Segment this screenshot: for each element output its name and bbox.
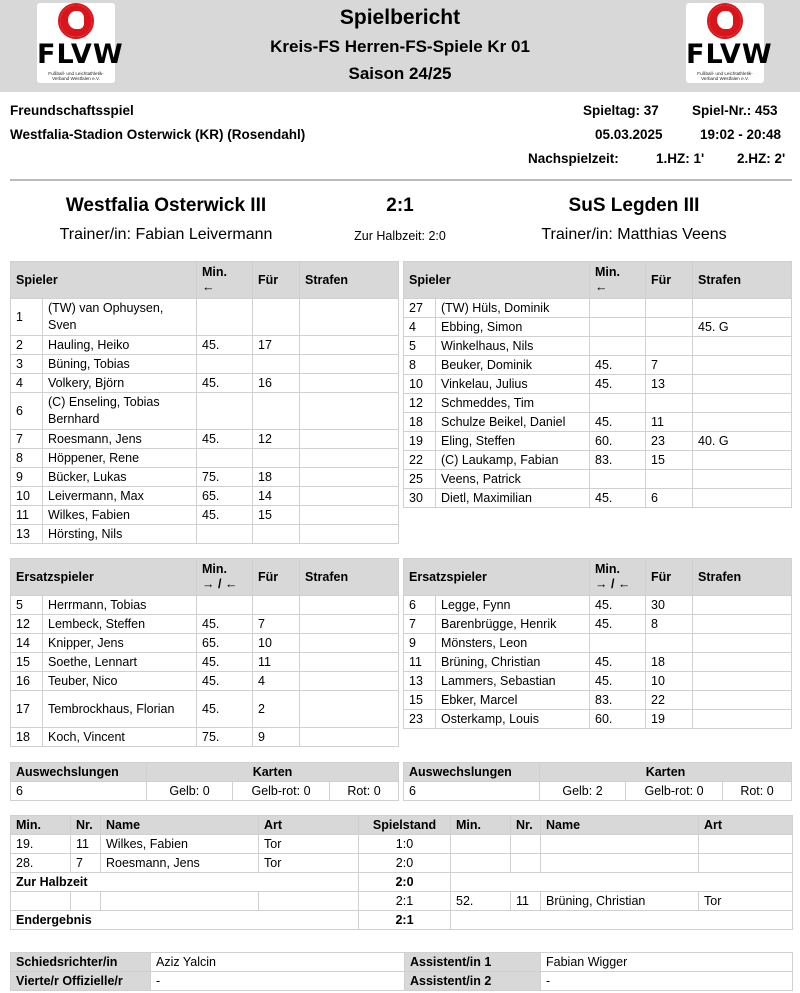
player-fuer xyxy=(253,393,300,430)
table-row xyxy=(404,596,792,615)
table-row xyxy=(11,691,399,728)
player-nr: 8 xyxy=(11,449,43,468)
player-fuer: 15 xyxy=(646,451,693,470)
vierte-offizielle-name: - xyxy=(151,972,405,991)
table-row xyxy=(404,337,792,356)
goal-aname xyxy=(541,835,699,854)
player-name: Hauling, Heiko xyxy=(43,336,197,355)
goal-hnr: 7 xyxy=(71,854,101,873)
player-nr: 17 xyxy=(11,691,43,728)
player-min xyxy=(590,299,646,318)
home-auswechslungen: 6 xyxy=(11,782,147,801)
player-name: Teuber, Nico xyxy=(43,672,197,691)
player-name: Volkery, Björn xyxy=(43,374,197,393)
player-fuer: 11 xyxy=(253,653,300,672)
report-header xyxy=(0,0,800,92)
player-nr: 27 xyxy=(404,299,436,318)
player-name: Ebker, Marcel xyxy=(436,691,590,710)
player-fuer: 7 xyxy=(253,615,300,634)
goal-hname: Wilkes, Fabien xyxy=(101,835,259,854)
player-fuer: 8 xyxy=(646,615,693,634)
player-name: (C) Laukamp, Fabian xyxy=(436,451,590,470)
player-strafen xyxy=(693,470,792,489)
final-row: Endergebnis 2:1 xyxy=(11,911,793,930)
player-fuer: 9 xyxy=(253,728,300,747)
player-nr: 15 xyxy=(404,691,436,710)
player-fuer: 10 xyxy=(253,634,300,653)
away-gelb: Gelb: 2 xyxy=(540,782,626,801)
player-nr: 11 xyxy=(404,653,436,672)
spiel-nr: Spiel-Nr.: 453 xyxy=(692,103,778,118)
player-min: 83. xyxy=(590,691,646,710)
goal-aart xyxy=(699,835,793,854)
goal-hname: Roesmann, Jens xyxy=(101,854,259,873)
player-strafen xyxy=(300,634,399,653)
player-name: Brüning, Christian xyxy=(436,653,590,672)
player-min: 65. xyxy=(197,634,253,653)
table-header: Ersatzspieler Min. → / ← Für Strafen xyxy=(11,559,399,596)
player-strafen xyxy=(693,634,792,653)
player-min: 60. xyxy=(590,432,646,451)
home-gelbrot: Gelb-rot: 0 xyxy=(233,782,330,801)
player-strafen xyxy=(300,506,399,525)
player-min: 45. xyxy=(197,672,253,691)
player-nr: 10 xyxy=(404,375,436,394)
flvw-logo-right: FLVW Fußball- und Leichtathletik-Verband Westfalen e.V. xyxy=(686,3,764,83)
player-strafen xyxy=(300,672,399,691)
goal-hname xyxy=(101,892,259,911)
player-min: 45. xyxy=(590,489,646,508)
goal-aname xyxy=(541,854,699,873)
goal-hart: Tor xyxy=(259,854,359,873)
page-title: Spielbericht xyxy=(339,6,461,29)
player-min: 45. xyxy=(197,615,253,634)
match-date: 05.03.2025 xyxy=(595,127,663,142)
player-fuer xyxy=(646,470,693,489)
player-nr: 9 xyxy=(11,468,43,487)
player-fuer: 7 xyxy=(646,356,693,375)
home-players-table xyxy=(10,261,399,544)
goal-hmin: 28. xyxy=(11,854,71,873)
table-row xyxy=(11,393,399,430)
player-fuer: 22 xyxy=(646,691,693,710)
player-name: Hörsting, Nils xyxy=(43,525,197,544)
table-row xyxy=(11,525,399,544)
player-nr: 30 xyxy=(404,489,436,508)
player-nr: 7 xyxy=(11,430,43,449)
away-players-table xyxy=(403,261,792,508)
player-nr: 25 xyxy=(404,470,436,489)
table-row xyxy=(404,451,792,470)
player-min xyxy=(197,299,253,336)
player-min: 45. xyxy=(590,653,646,672)
player-name: Ebbing, Simon xyxy=(436,318,590,337)
player-fuer: 17 xyxy=(253,336,300,355)
player-name: Büning, Tobias xyxy=(43,355,197,374)
player-fuer: 15 xyxy=(253,506,300,525)
player-strafen xyxy=(693,337,792,356)
player-strafen xyxy=(693,299,792,318)
table-row xyxy=(11,355,399,374)
player-min xyxy=(197,449,253,468)
player-strafen xyxy=(693,413,792,432)
table-row xyxy=(11,468,399,487)
final-score: 2:1 xyxy=(386,195,414,216)
player-strafen xyxy=(693,710,792,729)
player-name: Schulze Beikel, Daniel xyxy=(436,413,590,432)
player-nr: 3 xyxy=(11,355,43,374)
player-name: Koch, Vincent xyxy=(43,728,197,747)
player-nr: 16 xyxy=(11,672,43,691)
home-team: Westfalia Osterwick III xyxy=(65,195,267,216)
player-fuer xyxy=(253,596,300,615)
player-fuer xyxy=(253,449,300,468)
player-min: 45. xyxy=(590,413,646,432)
player-nr: 12 xyxy=(11,615,43,634)
player-name: Winkelhaus, Nils xyxy=(436,337,590,356)
table-header: Spieler Min. ← Für Strafen xyxy=(11,262,399,299)
player-name: Lembeck, Steffen xyxy=(43,615,197,634)
away-auswechslungen: 6 xyxy=(404,782,540,801)
player-nr: 15 xyxy=(11,653,43,672)
table-row xyxy=(11,336,399,355)
table-row xyxy=(11,634,399,653)
player-name: Legge, Fynn xyxy=(436,596,590,615)
player-fuer xyxy=(646,299,693,318)
player-fuer: 30 xyxy=(646,596,693,615)
home-summary-table: Auswechslungen Karten 6 Gelb: 0 Gelb-rot: 0 Rot: 0 xyxy=(10,762,399,801)
player-nr: 23 xyxy=(404,710,436,729)
player-nr: 11 xyxy=(11,506,43,525)
assistent1-name: Fabian Wigger xyxy=(541,953,793,972)
table-row xyxy=(404,710,792,729)
player-min: 45. xyxy=(197,336,253,355)
player-fuer xyxy=(646,318,693,337)
halftime-score: Zur Halbzeit: 2:0 xyxy=(354,229,446,243)
player-fuer xyxy=(253,525,300,544)
player-fuer xyxy=(646,634,693,653)
goal-aart: Tor xyxy=(699,892,793,911)
player-nr: 4 xyxy=(404,318,436,337)
player-fuer: 11 xyxy=(646,413,693,432)
player-nr: 13 xyxy=(404,672,436,691)
player-min: 45. xyxy=(590,375,646,394)
player-nr: 10 xyxy=(11,487,43,506)
goal-score: 2:0 xyxy=(359,854,451,873)
table-row xyxy=(11,596,399,615)
player-name: Veens, Patrick xyxy=(436,470,590,489)
table-row xyxy=(404,653,792,672)
table-row xyxy=(404,672,792,691)
player-fuer: 18 xyxy=(253,468,300,487)
player-strafen xyxy=(693,356,792,375)
table-row xyxy=(11,672,399,691)
away-team: SuS Legden III xyxy=(568,195,700,216)
table-row xyxy=(11,430,399,449)
table-header: Ersatzspieler Min. → / ← Für Strafen xyxy=(404,559,792,596)
table-row xyxy=(11,728,399,747)
player-nr: 8 xyxy=(404,356,436,375)
officials-table: Schiedsrichter/in Aziz Yalcin Assistent/in 1 Fabian Wigger Vierte/r Offizielle/r - Assistent/in 2 - xyxy=(10,952,793,991)
player-nr: 5 xyxy=(404,337,436,356)
season: Saison 24/25 xyxy=(348,64,452,83)
goal-row xyxy=(11,835,793,854)
player-nr: 2 xyxy=(11,336,43,355)
goal-aart xyxy=(699,854,793,873)
player-fuer: 12 xyxy=(253,430,300,449)
player-nr: 4 xyxy=(11,374,43,393)
goal-hart xyxy=(259,892,359,911)
player-nr: 7 xyxy=(404,615,436,634)
player-nr: 14 xyxy=(11,634,43,653)
player-nr: 12 xyxy=(404,394,436,413)
player-strafen xyxy=(693,596,792,615)
goal-hnr xyxy=(71,892,101,911)
player-name: Dietl, Maximilian xyxy=(436,489,590,508)
goal-score: 2:1 xyxy=(359,892,451,911)
away-summary-table: Auswechslungen Karten 6 Gelb: 2 Gelb-rot: 0 Rot: 0 xyxy=(403,762,792,801)
goals-table xyxy=(10,815,793,930)
player-min xyxy=(197,355,253,374)
player-fuer: 14 xyxy=(253,487,300,506)
goal-anr: 11 xyxy=(511,892,541,911)
player-min xyxy=(590,337,646,356)
player-name: Mönsters, Leon xyxy=(436,634,590,653)
assistent2-name: - xyxy=(541,972,793,991)
player-fuer xyxy=(646,337,693,356)
halftime-row: Zur Halbzeit 2:0 xyxy=(11,873,793,892)
table-row xyxy=(11,506,399,525)
player-min: 83. xyxy=(590,451,646,470)
player-strafen xyxy=(300,299,399,336)
player-name: Vinkelau, Julius xyxy=(436,375,590,394)
player-strafen: 45. G xyxy=(693,318,792,337)
player-nr: 19 xyxy=(404,432,436,451)
player-fuer: 19 xyxy=(646,710,693,729)
table-row xyxy=(404,394,792,413)
away-trainer: Trainer/in: Matthias Veens xyxy=(541,226,727,243)
player-min: 60. xyxy=(590,710,646,729)
player-strafen xyxy=(300,596,399,615)
player-nr: 6 xyxy=(11,393,43,430)
player-strafen xyxy=(300,430,399,449)
player-min: 45. xyxy=(590,356,646,375)
player-min: 45. xyxy=(197,691,253,728)
player-strafen xyxy=(300,374,399,393)
venue: Westfalia-Stadion Osterwick (KR) (Rosendahl) xyxy=(10,127,306,142)
away-gelbrot: Gelb-rot: 0 xyxy=(626,782,723,801)
goal-row xyxy=(11,854,793,873)
player-name: Tembrockhaus, Florian xyxy=(43,691,197,728)
player-strafen xyxy=(693,672,792,691)
player-min xyxy=(197,596,253,615)
player-min: 45. xyxy=(590,596,646,615)
goal-hnr: 11 xyxy=(71,835,101,854)
player-min xyxy=(590,634,646,653)
player-fuer: 23 xyxy=(646,432,693,451)
table-row xyxy=(404,375,792,394)
goal-anr xyxy=(511,835,541,854)
table-row xyxy=(11,374,399,393)
player-fuer: 13 xyxy=(646,375,693,394)
player-fuer: 10 xyxy=(646,672,693,691)
goal-hmin xyxy=(11,892,71,911)
nachspielzeit-label: Nachspielzeit: xyxy=(528,151,619,166)
player-fuer: 4 xyxy=(253,672,300,691)
player-strafen xyxy=(300,728,399,747)
player-strafen xyxy=(300,691,399,728)
player-strafen xyxy=(693,489,792,508)
table-row xyxy=(11,653,399,672)
player-min: 45. xyxy=(590,615,646,634)
table-row xyxy=(404,318,792,337)
table-row xyxy=(11,615,399,634)
player-min xyxy=(590,318,646,337)
player-strafen xyxy=(300,336,399,355)
player-strafen xyxy=(693,394,792,413)
player-strafen: 40. G xyxy=(693,432,792,451)
schiedsrichter-name: Aziz Yalcin xyxy=(151,953,405,972)
player-min: 75. xyxy=(197,728,253,747)
player-strafen xyxy=(693,451,792,470)
table-header: Spieler Min. ← Für Strafen xyxy=(404,262,792,299)
player-min: 45. xyxy=(197,506,253,525)
home-subs-table xyxy=(10,558,399,747)
player-fuer: 6 xyxy=(646,489,693,508)
player-min: 75. xyxy=(197,468,253,487)
player-name: Lammers, Sebastian xyxy=(436,672,590,691)
player-min: 45. xyxy=(197,653,253,672)
player-nr: 1 xyxy=(11,299,43,336)
table-row xyxy=(404,432,792,451)
player-min: 65. xyxy=(197,487,253,506)
player-strafen xyxy=(300,468,399,487)
player-min xyxy=(590,394,646,413)
goal-anr xyxy=(511,854,541,873)
page-subtitle: Kreis-FS Herren-FS-Spiele Kr 01 xyxy=(270,37,530,56)
home-gelb: Gelb: 0 xyxy=(147,782,233,801)
player-nr: 18 xyxy=(404,413,436,432)
table-row xyxy=(404,691,792,710)
table-row xyxy=(404,615,792,634)
goal-amin: 52. xyxy=(451,892,511,911)
player-nr: 9 xyxy=(404,634,436,653)
player-fuer xyxy=(646,394,693,413)
player-min: 45. xyxy=(590,672,646,691)
table-row xyxy=(404,489,792,508)
player-nr: 5 xyxy=(11,596,43,615)
match-type: Freundschaftsspiel xyxy=(10,103,134,118)
goal-aname: Brüning, Christian xyxy=(541,892,699,911)
table-row xyxy=(404,634,792,653)
player-name: Leivermann, Max xyxy=(43,487,197,506)
away-rot: Rot: 0 xyxy=(723,782,792,801)
player-strafen xyxy=(300,615,399,634)
player-name: Soethe, Lennart xyxy=(43,653,197,672)
goal-score: 1:0 xyxy=(359,835,451,854)
goal-amin xyxy=(451,854,511,873)
player-strafen xyxy=(300,449,399,468)
player-fuer: 18 xyxy=(646,653,693,672)
player-name: Eling, Steffen xyxy=(436,432,590,451)
player-nr: 22 xyxy=(404,451,436,470)
match-time: 19:02 - 20:48 xyxy=(700,127,782,142)
table-row xyxy=(404,470,792,489)
player-nr: 6 xyxy=(404,596,436,615)
player-min xyxy=(590,470,646,489)
player-nr: 13 xyxy=(11,525,43,544)
player-strafen xyxy=(693,615,792,634)
table-row xyxy=(404,299,792,318)
player-fuer: 2 xyxy=(253,691,300,728)
player-min xyxy=(197,525,253,544)
nachspielzeit-hz2: 2.HZ: 2' xyxy=(737,151,786,166)
table-row xyxy=(11,487,399,506)
player-name: Bücker, Lukas xyxy=(43,468,197,487)
player-name: (TW) Hüls, Dominik xyxy=(436,299,590,318)
player-strafen xyxy=(693,375,792,394)
player-name: Herrmann, Tobias xyxy=(43,596,197,615)
player-name: Knipper, Jens xyxy=(43,634,197,653)
player-name: Barenbrügge, Henrik xyxy=(436,615,590,634)
home-rot: Rot: 0 xyxy=(330,782,399,801)
player-name: Höppener, Rene xyxy=(43,449,197,468)
player-strafen xyxy=(693,653,792,672)
player-name: Roesmann, Jens xyxy=(43,430,197,449)
away-subs-table xyxy=(403,558,792,729)
player-name: (C) Enseling, Tobias Bernhard xyxy=(43,393,197,430)
player-nr: 18 xyxy=(11,728,43,747)
player-strafen xyxy=(693,691,792,710)
goal-hmin: 19. xyxy=(11,835,71,854)
player-min: 45. xyxy=(197,374,253,393)
player-name: Schmeddes, Tim xyxy=(436,394,590,413)
player-min xyxy=(197,393,253,430)
player-fuer: 16 xyxy=(253,374,300,393)
table-row xyxy=(404,413,792,432)
player-strafen xyxy=(300,525,399,544)
divider xyxy=(10,179,792,181)
player-strafen xyxy=(300,487,399,506)
goal-amin xyxy=(451,835,511,854)
table-header: Min. Nr. Name Art Spielstand Min. Nr. Name Art xyxy=(11,816,793,835)
home-trainer: Trainer/in: Fabian Leivermann xyxy=(59,226,273,243)
spieltag: Spieltag: 37 xyxy=(583,103,659,118)
player-fuer xyxy=(253,299,300,336)
table-row xyxy=(404,356,792,375)
player-fuer xyxy=(253,355,300,374)
player-strafen xyxy=(300,653,399,672)
player-strafen xyxy=(300,393,399,430)
player-strafen xyxy=(300,355,399,374)
goal-row xyxy=(11,892,793,911)
player-min: 45. xyxy=(197,430,253,449)
flvw-logo-left: FLVW Fußball- und Leichtathletik-Verband Westfalen e.V. xyxy=(37,3,115,83)
table-row xyxy=(11,449,399,468)
goal-hart: Tor xyxy=(259,835,359,854)
player-name: (TW) van Ophuysen, Sven xyxy=(43,299,197,336)
table-row xyxy=(11,299,399,336)
nachspielzeit-hz1: 1.HZ: 1' xyxy=(656,151,705,166)
player-name: Beuker, Dominik xyxy=(436,356,590,375)
player-name: Osterkamp, Louis xyxy=(436,710,590,729)
player-name: Wilkes, Fabien xyxy=(43,506,197,525)
